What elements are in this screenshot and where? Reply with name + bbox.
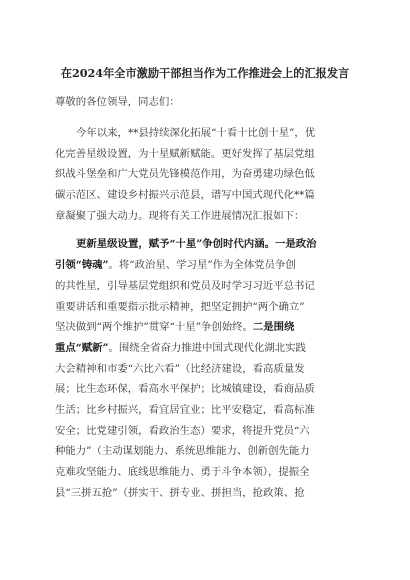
paragraph-line: 安全；比党建引领，看政治生态）要求，将提升党员“六 bbox=[55, 424, 310, 437]
paragraph-line: 重要讲话和重要指示批示精神，把坚定拥护“两个确立” bbox=[55, 300, 305, 313]
paragraph-spacer bbox=[55, 226, 355, 234]
paragraph-line: 县“三拼五抢”（拼实干、拼专业、拼担当，抢政策、抢 bbox=[55, 486, 305, 499]
paragraph-line: 重点“赋新” 。围绕全省奋力推进中国式现代化湖北实践 bbox=[55, 341, 306, 354]
paragraph-line: 的共性星，引导基层党组织和党员及时学习习近平总书记 bbox=[55, 279, 315, 292]
paragraph-line: 织战斗堡垒和广大党员先锋模范作用，为奋勇建功绿色低 bbox=[55, 168, 315, 181]
paragraph-line: 坚决做到“两个维护”贯穿“十星”争创始终。 二是围绕 bbox=[55, 321, 295, 334]
document-title: 在2024年全市激励干部担当作为工作推进会上的汇报发言 bbox=[60, 66, 350, 80]
section-heading-line: 更新星级设置，赋予“十星”争创时代内涵。一是政治 bbox=[76, 238, 317, 251]
paragraph-line: 今年以来，**县持续深化拓展“十看十比创十星”，优 bbox=[76, 127, 316, 139]
paragraph-line: 生活；比乡村振兴，看宜居宜业；比平安稳定，看高标准 bbox=[55, 403, 315, 416]
paragraph-line: 大会精神和市委“六比六看”（比经济建设，看高质量发 bbox=[55, 362, 305, 375]
paragraph-line: 引领“铸魂” 。将“政治星、学习星”作为全体党员争创 bbox=[55, 259, 296, 272]
salutation: 尊敬的各位领导，同志们： bbox=[55, 96, 180, 108]
paragraph-line: 展；比生态环保，看高水平保护；比城镇建设，看商品质 bbox=[55, 383, 315, 396]
paragraph-line: 克难攻坚能力、底线思维能力、勇于斗争本领），提振全 bbox=[55, 466, 310, 478]
document-body bbox=[55, 123, 355, 503]
paragraph-line: 章凝聚了强大动力。现将有关工作进展情况汇报如下： bbox=[55, 209, 305, 222]
paragraph-line: 种能力”（主动谋划能力、系统思维能力、创新创先能力 bbox=[55, 445, 310, 458]
paragraph-line: 碳示范区、建设乡村振兴示范县，谱写中国式现代化**篇 bbox=[55, 189, 315, 202]
paragraph-line: 化完善星级设置，为十星赋新赋能。更好发挥了基层党组 bbox=[55, 147, 315, 160]
